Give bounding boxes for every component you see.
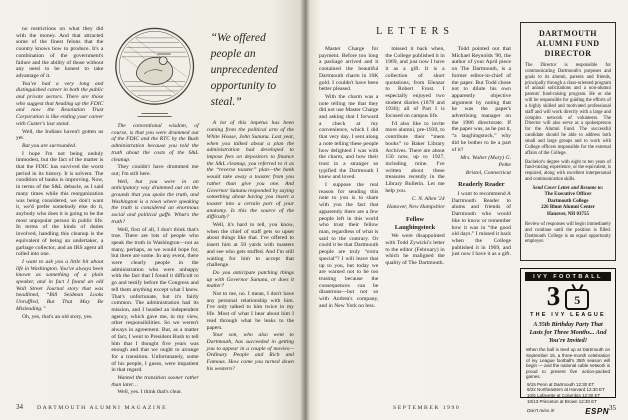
address-line: 226 Blunt Alumni Center [541, 205, 595, 211]
paragraph: Well, yes. I think that's clear. [117, 389, 182, 396]
magazine-title: DARTMOUTH ALUMNI MAGAZINE [37, 405, 168, 411]
paragraph: I hope I'm not being unduly immodest, but the fact of the matter is that the FDIC has survived the worst period in its history. It is solvent. The condition of banks is improving. Now, in terms of the S&L debacle, as I said many times while this reorganization was being considered, we don't want it, we'd prefer somebody else do it, anybody who does it is going to be the most unpopular person in public life. In terms of the kinds of duties involved, handling this cleanup is the equivalent of being an undertaker, a garbage collector, and an IRS agent all rolled into one. [16, 150, 104, 258]
right-sidebar [520, 22, 616, 416]
fund-box-send-label: Send Cover Letter and Resume to: [532, 185, 604, 191]
ad-tagline: Don't miss it! [527, 408, 555, 414]
letters-heading: LETTERS [376, 26, 454, 37]
paragraph: Well, the Indians haven't gotten us yet. [16, 128, 104, 142]
paragraph: I'd also like to invite more alumni, pre-1930, to contribute their “mem books” to Baker Library Archives. There are about 150 now, up to 1927, including mine. I've written about these treasures recently in the Library Bulletin. Let me help you. [385, 120, 445, 194]
alumni-fund-director-box [520, 22, 616, 261]
letters-section [319, 22, 511, 398]
letters-column-2 [385, 46, 444, 398]
fund-box-title: DARTMOUTH ALUMNI FUND DIRECTOR [536, 29, 600, 58]
ad-league-label: THE IVY LEAGUE [530, 312, 606, 318]
paragraph: Todd pointed out that Michael Reynolds '90, the author of your April piece on The Dartmouth, is a former editor-in-chief of the paper. But Todd chose not to dilute his own apparently objective argument by noting that he was the paper's advertising manager on the 1986 directorate. If the paper was, as he put it, “a laughingstock,” why did he bother to be a part of it? [451, 46, 511, 153]
left-column-1 [16, 26, 103, 396]
paragraph: C. N. Allen '24 [411, 196, 445, 203]
address-line: The Executive Officer [544, 191, 592, 197]
ad-footer [527, 407, 609, 416]
page-gutter [300, 0, 310, 420]
paragraph: Well, but you were in an anticipatory way drummed out on the grounds that you spoke the truth, and Washington is a town where speaking the truth is considered an enormous social and political gaffe. What's the truth? [111, 178, 199, 225]
paragraph: Not to me, no. I mean, I don't have any personal relationship with him. I've only talked to him twice in my life. Most of what I hear about him I read through what he leaks to the papers. [206, 291, 294, 331]
paragraph: A lot of this impetus has been coming from the political arm of the White House, John Sununu. Last year, when you talked about a plan the administration had developed to impose fees on depositors to finance the S&L cleanup, you referred to it as the “reverse toaster” plan—the bank would take away a toaster from you rather than give you one. And Governor Sununu responded by saying something about having you insert a toaster into a certain part of your anatomy. Is this the source of the difficulty? [206, 120, 294, 221]
ad-digit-5: 5 [574, 292, 581, 307]
left-column-3-text [207, 120, 294, 372]
schedule-line: 9/15 Penn at Dartmouth 12:30 ET [527, 381, 595, 387]
schedule-line: 9/22 Northeastern at Harvard 12:30 ET [527, 387, 605, 393]
fund-box-eoe: Review of responses will begin immediately and continue until the position is filled. Dartmouth College is an equal opportunity employer. [525, 221, 611, 245]
ad-headline: A 35th Birthday Party That Lasts for Three Months... And You're Invited! [529, 321, 607, 344]
address-line: Hanover, NH 03755 [547, 212, 589, 218]
paragraph: Master Charge for payment. Before too long a package arrived and it contained the beautiful Dartmouth charm in 10K gold. I couldn't have been better pleased. [319, 46, 379, 93]
ad-banner: IVY FOOTBALL [525, 272, 611, 281]
paragraph: Fellow Laughingstock [394, 215, 436, 231]
ad-digit-3: 3 [546, 281, 561, 311]
ad-number-35 [525, 283, 611, 310]
pull-quote: “We offered people an unprecedented opportunity to steal.” [210, 32, 278, 109]
paragraph: With the charm was a note telling me that they did not use Master Charge and asking that I forward a check at my convenience, which I did that very day. I sent along a note telling these people how delighted I was with the charm, and how their trust in a stranger so typified the Dartmouth I knew and loved. [319, 93, 379, 181]
paragraph: Your son, who also went to Dartmouth, has succeeded in getting you to appear in a couple of movies—Ordinary People and Rich and Famous. How come you turned down his western? [206, 332, 294, 372]
ad-schedule [527, 382, 609, 405]
paragraph: Well, it's hard to tell, you know, when the chief of staff gets so upset about things like that. I've offered to insert him at 50 yards with toasters and see who gets stuffed. And I'm still waiting for him to accept that challenge. [206, 222, 294, 269]
left-page-columns [16, 26, 294, 396]
paragraph: missed it back when, the College published it in 1969, and just now I have it as a gift. It is a collection of short quotations, from Eleazar to Robert Frost. I especially enjoyed two student diaries (1878 and 1936); all of Part I is focused on campus life. [385, 46, 445, 120]
paragraph: The conventional wisdom, of course, is that you were drummed out of the FDIC and the RTC by the Bush administration because you told the truth about the costs of the S&L cleanup. [111, 123, 199, 163]
paragraph: Well, first of all, I don't think that's true. There are lots of people who speak the truth in Washington—not as many, perhaps, as we would hope for, but there are some. In any event, there were clearly people in the administration who were unhappy with the fact that I found it difficult to go and testify before the Congress and tell them anything except what I knew. That's unfortunate, but it's fairly common. The administration had its mission, and I headed an independent agency, which gave me, in my view, other responsibilities. So we weren't always in agreement. But, as a matter of fact, I went to President Bush to tell him that I thought five years was enough and that we ought to arrange for a transition. Unfortunately, some of his people, I guess, were impatient in that regard. [111, 226, 199, 374]
paragraph: Oh, yes, that's an old story, yes. [22, 313, 93, 320]
coin-hand-illustration [113, 26, 196, 118]
right-page [305, 0, 628, 420]
letters-column-3 [452, 46, 511, 398]
paragraph: Bristol, Connecticut [465, 169, 511, 176]
address-line: Dartmouth College [547, 198, 589, 204]
fund-box-body: The Director is responsible for communicating Dartmouth's purposes and goals to its alumni, parents and friends, principally through a class-oriented program of annual solicitations and a non-alumni parents' fund-raising program. He or she will be responsible for guiding the efforts of a highly skilled and motivated professional staff and will work directly with a large and complex network of volunteers. The Director will also serve as a spokesperson for the Alumni Fund. The successful candidate should be able to address both small and large groups and to work with College officers responsible for the external affairs of the College. [525, 63, 611, 156]
schedule-line: 10/6 Lafayette at Columbia 12:30 ET [527, 393, 601, 399]
left-column-2 [111, 26, 198, 396]
paragraph: I want to recommend A Dartmouth Reader to alums and friends of Dartmouth who would like to know or remember how it was in “the good old days.” I missed it back when the College published it in 1969, and just now I have it as a gift. [451, 191, 511, 258]
fund-box-requirements: Bachelor's degree with eight to ten years of fund-raising experience, or the equivalent, is required, along with excellent interpersonal and communication skills. [525, 159, 611, 183]
page-number: 34 [16, 403, 23, 411]
letters-columns [319, 46, 511, 398]
paragraph: Wanted the transition sooner rather than later… [111, 375, 199, 388]
page-number: 35 [609, 404, 616, 412]
right-page-footer [393, 405, 460, 411]
paragraph: You've had a very long and distinguished career in both the public and private sectors. There are those who suggest that heading up the FDIC and now the Resolution Trust Corporation is like ending your career with Custer's last stand. [16, 80, 104, 127]
paragraph: I suppose the real reason for sending this note to you is to share with you the fact that apparently there are a few people left in this world who trust their fellow man, regardless of what is said to the contrary. Or could it be that Dartmouth people are truly “extra special”? I will leave that up to you, but today we are warned not to be too trusting because the consequences can be disastrous—but not so with Andrea's company, and in New York no less. [319, 182, 379, 309]
left-page-footer [16, 403, 167, 411]
letters-column-1 [319, 46, 378, 398]
paragraph: I want to ask you a little bit about life in Washington. You've always been known as something of a plain speaker, and in fact I found an old Wall Street Journal story that was headlined, “Bill Seidman Looks Unruffled, But That May Be Misleading.” [16, 258, 104, 312]
paragraph: Readerly Reader [458, 181, 505, 189]
ad-body-copy: When the ball is teed up at Dartmouth on September 15, a three-month celebration of Ivy League football's 35th season will begin — and the national cable network is proud to present five action-packed games. [526, 347, 610, 380]
issue-date: SEPTEMBER 1990 [393, 405, 461, 411]
paragraph: Do you anticipate patching things up with Governor Sununu, or does it matter? [206, 269, 294, 290]
left-page [0, 0, 305, 420]
tv-icon [565, 289, 589, 310]
paragraph: no restrictions on what they did with the money. And that attracted some of the finest felons that the country knows how to produce. It's a combination of the government's failure and the ability of those without any need to be honest to take advantage of it. [16, 26, 104, 79]
paragraph: But you are surrounded. [22, 142, 77, 149]
paragraph: They couldn't have drummed me out; I'm still here. [111, 164, 199, 177]
ivy-football-ad [520, 268, 616, 416]
left-column-3 [207, 26, 294, 396]
left-column-2-text [111, 123, 198, 396]
paragraph: Hanover, New Hampshire [386, 204, 445, 211]
fund-box-address [525, 192, 611, 219]
paragraph: Mrs. Walter (Mary) G. Petke [460, 155, 511, 168]
espn-logo: ESPN [585, 406, 609, 416]
schedule-line: 10/13 Princeton at Brown 12:30 ET [527, 399, 598, 405]
paragraph: We were disappointed with Todd Zywicki's letter to the editor (February) in which he maligned the quality of The Dartmouth. [385, 233, 445, 267]
